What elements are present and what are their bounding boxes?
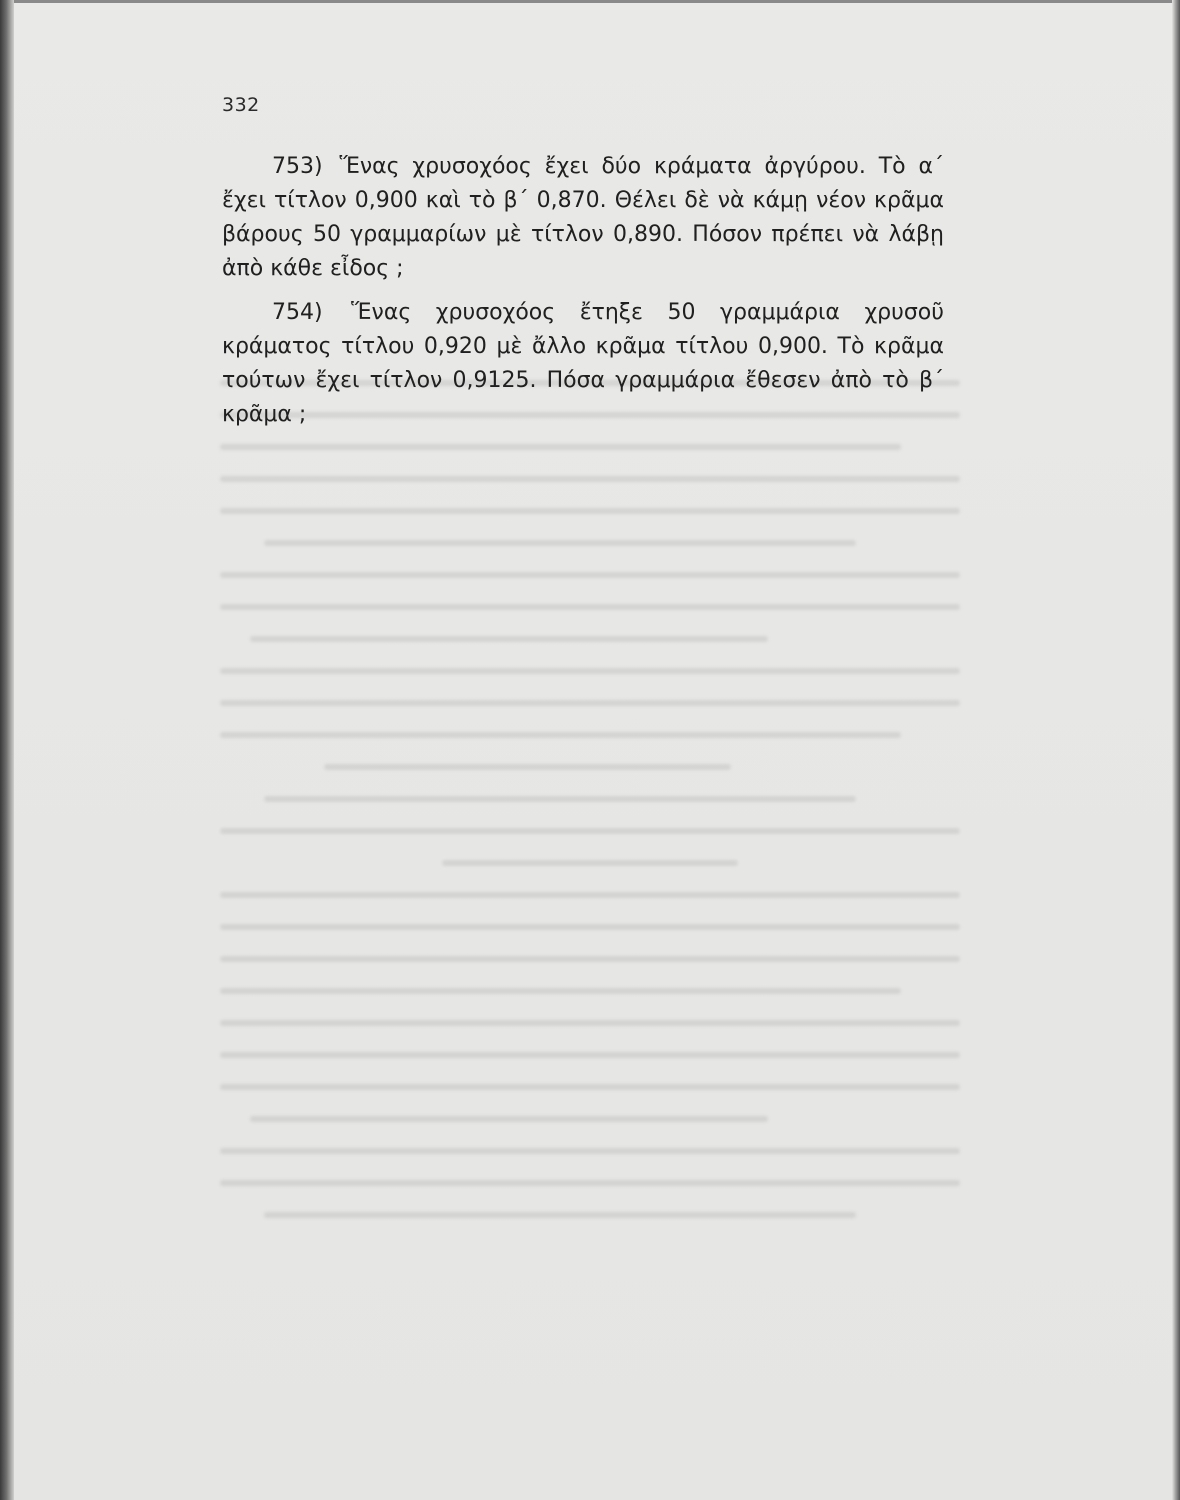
page-number: 332: [222, 94, 260, 116]
problem-number: 754): [272, 300, 323, 325]
problem-number: 753): [272, 154, 323, 179]
problems-text-block: [222, 150, 944, 442]
problem-text: Ἕνας χρυσοχόος ἔχει δύο κράματα ἀργύρου. Τὸ α΄ ἔχει τίτλον 0,900 καὶ τὸ β΄ 0,870. Θέλει δὲ νὰ κάμῃ νέον κρᾶμα βάρους 50 γραμμαρίων μὲ τίτλον 0,890. Πόσον πρέπει νὰ λάβῃ ἀπὸ κάθε εἶδος ;: [222, 154, 944, 281]
scan-top-edge: [0, 0, 1180, 3]
problem-753: [222, 150, 944, 286]
scan-right-edge-shadow: [1172, 0, 1180, 1500]
scan-left-edge-shadow: [0, 0, 14, 1500]
show-through-texture: [220, 380, 960, 1380]
problem-754: [222, 296, 944, 432]
problem-text: Ἕνας χρυσοχόος ἔτηξε 50 γραμμάρια χρυσοῦ κράματος τίτλου 0,920 μὲ ἄλλο κρᾶμα τίτλου 0,900. Τὸ κρᾶμα τούτων ἔχει τίτλον 0,9125. Πόσα γραμμάρια ἔθεσεν ἀπὸ τὸ β΄ κρᾶμα ;: [222, 300, 945, 427]
